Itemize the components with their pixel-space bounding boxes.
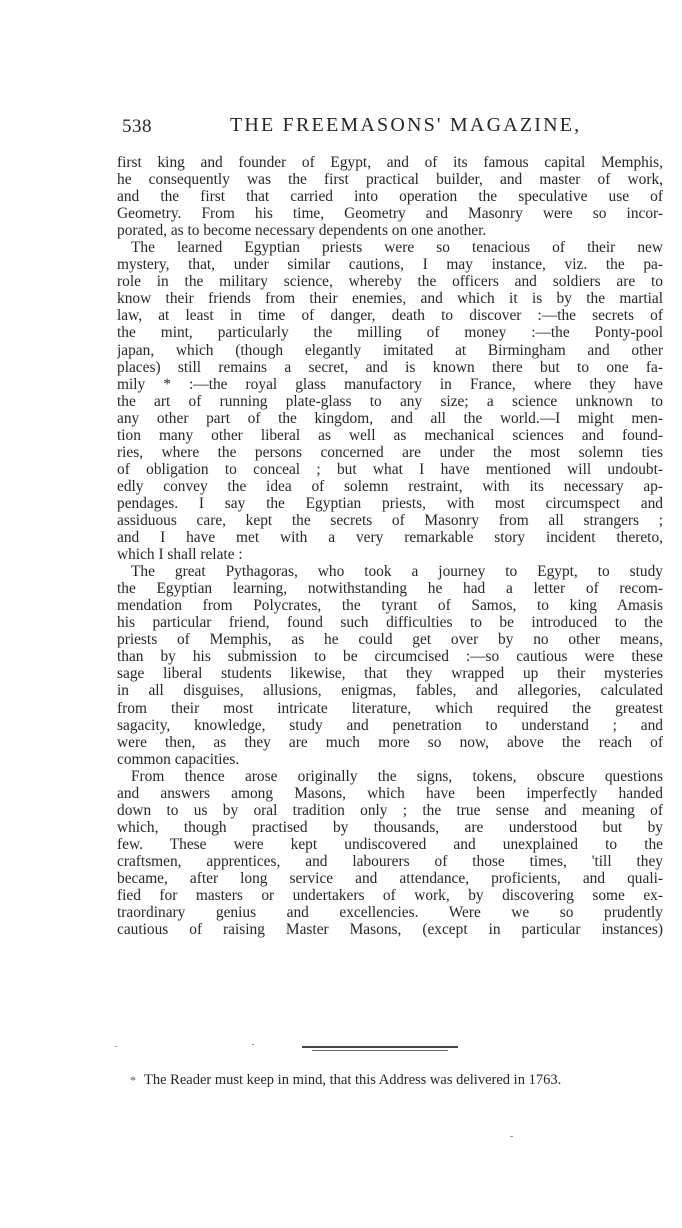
text-line: priests of Memphis, as he could get over by no other means,	[117, 631, 663, 649]
text-line: From thence arose originally the signs, tokens, obscure questions	[131, 767, 663, 785]
divider-rule-thin	[312, 1050, 448, 1051]
text-line: craftsmen, apprentices, and labourers of those times, 'till they	[117, 852, 663, 870]
text-line: Geometry. From his time, Geometry and Masonry were so incor-	[117, 205, 663, 223]
text-line: mily * :—the royal glass manufactory in France, where they have	[117, 375, 663, 393]
text-line: The learned Egyptian priests were so tenacious of their new	[131, 239, 663, 257]
text-line: common capacities.	[117, 750, 240, 768]
text-line: from their most intricate literature, which required the greatest	[117, 699, 663, 717]
text-line: were then, as they are much more so now, above the reach of	[117, 733, 663, 751]
page-header	[122, 114, 662, 144]
text-line: in all disguises, allusions, enigmas, fables, and allegories, calculated	[117, 682, 663, 700]
text-line: first king and founder of Egypt, and of its famous capital Memphis,	[117, 154, 663, 171]
text-line: of obligation to conceal ; but what I have mentioned will undoubt-	[117, 460, 663, 478]
text-line: role in the military science, whereby the officers and soldiers are to	[117, 273, 663, 291]
footnote-marker: *	[130, 1073, 136, 1087]
text-line: any other part of the kingdom, and all the world.—I might men-	[117, 409, 663, 427]
text-line: law, at least in time of danger, death to discover :—the secrets of	[117, 307, 663, 325]
footnote	[130, 1072, 670, 1089]
footnote-text: The Reader must keep in mind, that this Address was delivered in 1763.	[144, 1072, 562, 1088]
text-line: sage liberal students likewise, that they wrapped up their mysteries	[117, 665, 663, 683]
text-line: and the first that carried into operation the speculative use of	[117, 188, 663, 206]
divider-rule-thick	[302, 1046, 458, 1048]
text-line: traordinary genius and excellencies. Were we so prudently	[117, 904, 663, 922]
text-line: porated, as to become necessary dependents on one another.	[117, 222, 487, 240]
text-line: tion many other liberal as well as mechanical sciences and found-	[117, 426, 663, 444]
text-line: and answers among Masons, which have been imperfectly handed	[117, 784, 663, 802]
text-line: sagacity, knowledge, study and penetration to understand ; and	[117, 716, 663, 734]
text-line: pendages. I say the Egyptian priests, with most circumspect and	[117, 494, 663, 512]
text-line: mystery, that, under similar cautions, I may instance, viz. the pa-	[117, 256, 663, 274]
text-line: japan, which (though elegantly imitated at Birmingham and other	[117, 341, 663, 359]
text-line: few. These were kept undiscovered and unexplained to the	[117, 835, 663, 853]
text-line: and I have met with a very remarkable story incident thereto,	[117, 529, 663, 547]
text-line: The great Pythagoras, who took a journey to Egypt, to study	[131, 563, 663, 581]
text-line: ries, where the persons concerned are under the most solemn ties	[117, 443, 663, 461]
text-line: the art of running plate-glass to any size; a science unknown to	[117, 392, 663, 410]
text-line: the Egyptian learning, notwithstanding he had a letter of recom-	[117, 580, 663, 598]
page-number: 538	[122, 116, 152, 137]
text-line: than by his submission to be circumcised :—so cautious were these	[117, 648, 663, 666]
text-line: cautious of raising Master Masons, (except in particular instances)	[117, 921, 663, 939]
text-line: assiduous care, kept the secrets of Masonry from all strangers ;	[117, 511, 663, 529]
text-line: know their friends from their enemies, and which it is by the martial	[117, 290, 663, 308]
footnote-divider	[302, 1046, 458, 1054]
running-title: THE FREEMASONS' MAGAZINE,	[230, 114, 582, 136]
text-line: the mint, particularly the milling of money :—the Ponty-pool	[117, 324, 663, 342]
text-line: which I shall relate :	[117, 546, 243, 564]
text-line: his particular friend, found such difficulties to be introduced to the	[117, 614, 663, 632]
text-line: down to us by oral tradition only ; the true sense and meaning of	[117, 801, 663, 819]
text-line: became, after long service and attendance, proficients, and quali-	[117, 869, 663, 887]
paper-speck	[252, 1044, 254, 1045]
text-line: he consequently was the first practical builder, and master of work,	[117, 171, 663, 189]
text-line: mendation from Polycrates, the tyrant of Samos, to king Amasis	[117, 597, 663, 615]
body-text	[117, 154, 663, 938]
text-line: which, though practised by thousands, are understood but by	[117, 818, 663, 836]
text-line: places) still remains a secret, and is known there but to one fa-	[117, 358, 663, 376]
text-line: fied for masters or undertakers of work, by discovering some ex-	[117, 887, 663, 905]
text-line: edly convey the idea of solemn restraint, with its necessary ap-	[117, 477, 663, 495]
paper-speck	[115, 1046, 117, 1047]
paper-speck	[510, 1136, 513, 1137]
